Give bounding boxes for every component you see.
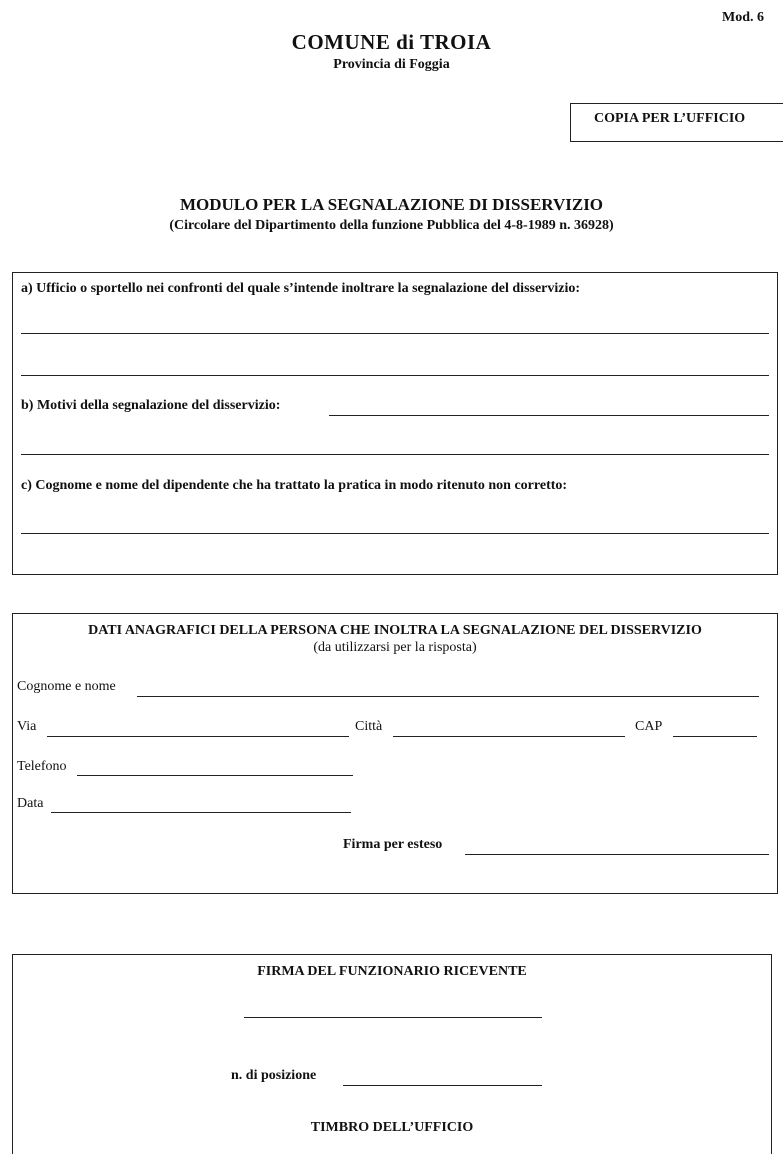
telefono-field[interactable] bbox=[77, 775, 353, 776]
citta-field[interactable] bbox=[393, 736, 625, 737]
ufficio-label: a) Ufficio o sportello nei confronti del quale s’intende inoltrare la segnalazione del disservizio: bbox=[21, 281, 581, 296]
timbro-label: TIMBRO DELL’UFFICIO bbox=[310, 1120, 474, 1135]
funzionario-section bbox=[12, 954, 772, 1154]
dati-anagrafici-section bbox=[12, 613, 778, 894]
posizione-label: n. di posizione bbox=[231, 1068, 317, 1083]
disservizio-section bbox=[12, 272, 778, 575]
ufficio-field-line-2[interactable] bbox=[21, 375, 769, 376]
cognome-field[interactable] bbox=[137, 696, 759, 697]
form-title: MODULO PER LA SEGNALAZIONE DI DISSERVIZIO bbox=[179, 195, 604, 214]
funzionario-signature-line[interactable] bbox=[244, 1017, 542, 1018]
firma-field[interactable] bbox=[465, 854, 769, 855]
via-field[interactable] bbox=[47, 736, 349, 737]
motivi-label: b) Motivi della segnalazione del disservizio: bbox=[21, 398, 281, 413]
form-subtitle: (Circolare del Dipartimento della funzione Pubblica del 4-8-1989 n. 36928) bbox=[169, 218, 614, 233]
telefono-label: Telefono bbox=[17, 759, 67, 774]
dipendente-field-line[interactable] bbox=[21, 533, 769, 534]
provincia-subtitle: Provincia di Foggia bbox=[333, 57, 450, 72]
motivi-field-line-1[interactable] bbox=[329, 415, 769, 416]
citta-label: Città bbox=[355, 719, 383, 734]
ufficio-field-line-1[interactable] bbox=[21, 333, 769, 334]
funzionario-title: FIRMA DEL FUNZIONARIO RICEVENTE bbox=[257, 964, 527, 979]
cognome-label: Cognome e nome bbox=[17, 679, 116, 694]
data-label: Data bbox=[17, 796, 44, 811]
copy-label: COPIA PER L’UFFICIO bbox=[594, 111, 746, 126]
cap-field[interactable] bbox=[673, 736, 757, 737]
dipendente-label: c) Cognome e nome del dipendente che ha trattato la pratica in modo ritenuto non corretto: bbox=[21, 478, 568, 493]
motivi-field-line-2[interactable] bbox=[21, 454, 769, 455]
cap-label: CAP bbox=[635, 719, 663, 734]
copy-label-box bbox=[570, 103, 783, 142]
dati-anagrafici-subtitle: (da utilizzarsi per la risposta) bbox=[313, 640, 477, 655]
dati-anagrafici-title: DATI ANAGRAFICI DELLA PERSONA CHE INOLTRA LA SEGNALAZIONE DEL DISSERVIZIO bbox=[88, 623, 702, 638]
comune-title: COMUNE di TROIA bbox=[291, 30, 492, 54]
via-label: Via bbox=[17, 719, 37, 734]
data-field[interactable] bbox=[51, 812, 351, 813]
model-number: Mod. 6 bbox=[722, 10, 764, 25]
posizione-field[interactable] bbox=[343, 1085, 542, 1086]
firma-label: Firma per esteso bbox=[343, 837, 443, 852]
